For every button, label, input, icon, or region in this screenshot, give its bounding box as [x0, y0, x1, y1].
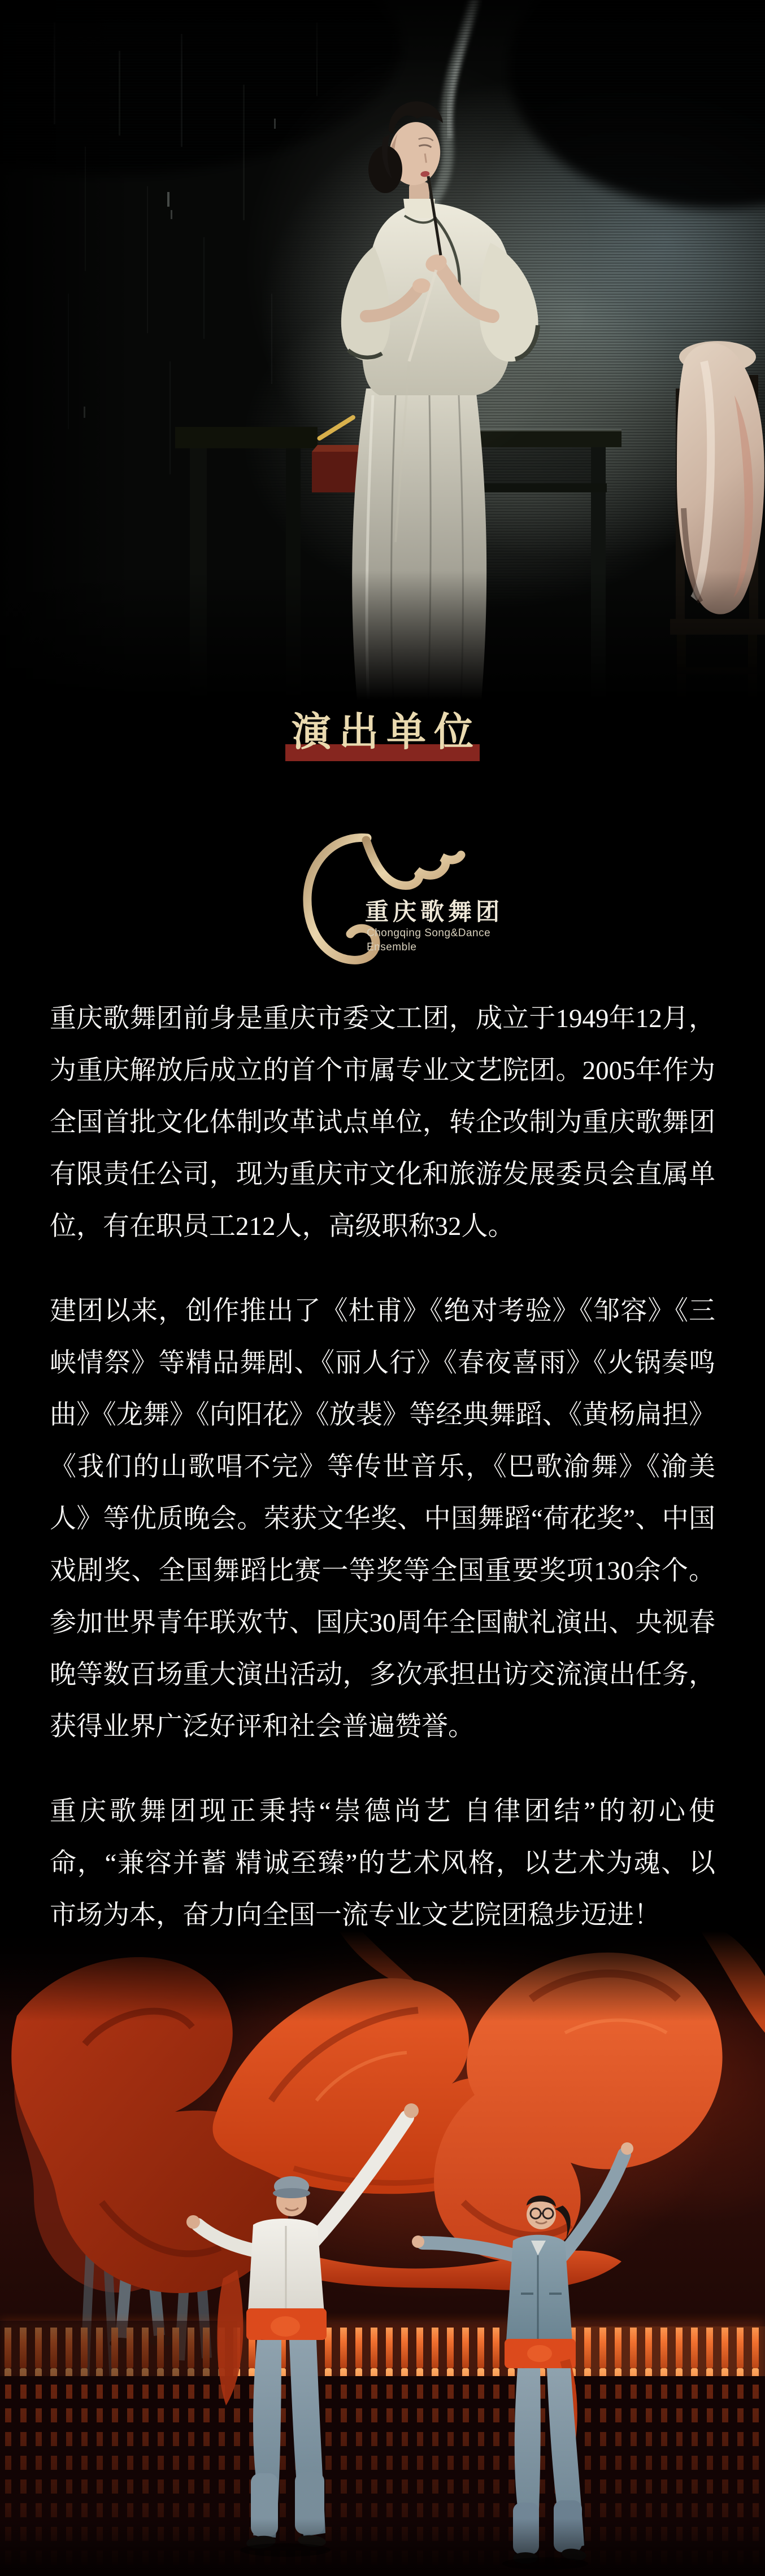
- paragraph-mission: 重庆歌舞团现正秉持“崇德尚艺 自律团结”的初心使命，“兼容并蓄 精诚至臻”的艺术风格，以艺术为魂、以市场为本，奋力向全国一流专业文艺院团稳步迈进！: [50, 1797, 715, 1930]
- ensemble-logo: [0, 828, 765, 984]
- top-blend-fade: [0, 1931, 765, 2021]
- top-vignette: [0, 0, 765, 68]
- page-title: 演出单位: [292, 711, 481, 754]
- article-body: [0, 993, 765, 1941]
- bottom-fade: [0, 570, 765, 700]
- paragraph-history: 重庆歌舞团前身是重庆市委文工团，成立于1949年12月，为重庆解放后成立的首个市属专业文艺院团。2005年作为全国首批文化体制改革试点单位，转企改制为重庆歌舞团有限责任公司，现为重庆市文化和旅游发展委员会直属单位，有在职员工212人，高级职称32人。: [50, 1004, 715, 1241]
- logo-name-cn: 重庆歌舞团: [365, 900, 504, 925]
- hero-photo-top: [0, 0, 765, 700]
- light-bar-row: [0, 2320, 765, 2384]
- bottom-vignette: [0, 2518, 765, 2576]
- paragraph-achievements: 建团以来，创作推出了《杜甫》《绝对考验》《邹容》《三峡情祭》等精品舞剧、《丽人行》《春夜喜雨》《火锅奏鸣曲》《龙舞》《向阳花》《放裴》等经典舞蹈、《黄杨扁担》《我们的山歌唱不完》等传世音乐，《巴歌渝舞》《渝美人》等优质晚会。荣获文华奖、中国舞蹈“荷花奖”、中国戏剧奖、全国舞蹈比赛一等奖等全国重要奖项130余个。参加世界青年联欢节、国庆30周年全国献礼演出、央视春晚等数百场重大演出活动，多次承担出访交流演出任务，获得业界广泛好评和社会普遍赞誉。: [50, 1296, 715, 1741]
- section-header: [0, 709, 765, 777]
- logo-name-en-line2: Ensemble: [367, 941, 417, 953]
- logo-name-en-line1: Chongqing Song&Dance: [367, 927, 491, 939]
- hero-photo-bottom: [0, 1931, 765, 2576]
- logo-name-en: [367, 926, 490, 954]
